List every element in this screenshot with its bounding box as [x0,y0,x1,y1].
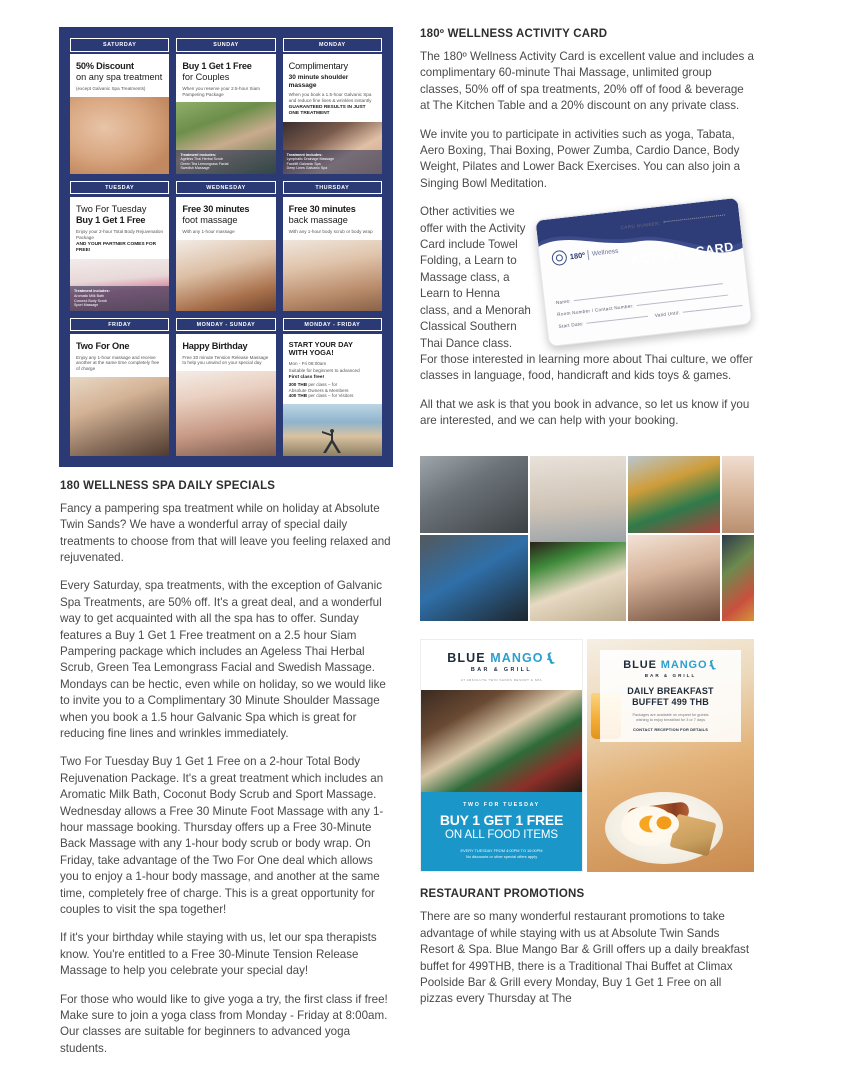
card-price-visitors: 400 THB [288,393,308,399]
card-text [176,197,275,240]
foot-massage-photo [176,240,275,311]
yoga-pose-silhouette [318,426,346,456]
spa-card-sunday [176,38,275,174]
overlay-item: Deep Lines Galvanic Spa [286,166,328,171]
logo-divider [587,250,589,260]
card-text [176,54,275,102]
blue-mango-logo [421,651,582,665]
field-label: Room Number / Contact Number: [556,303,635,318]
flower-bath-photo [70,259,169,311]
activity-paragraph-1: The 180º Wellness Activity Card is excellent value and includes a complimentary 60-minute Thai Massage, unlimited group classes, 50% off of spa treatments, 20% off of food & beverage at The Kitchen Table and a 20% discount on any private class. [420,50,754,113]
spa-card-happy-birthday [176,318,275,456]
activity-paragraph-3: Other activities we offer with the Activity Card include Towel Folding, a Learn to Massage class, a Learn to Henna class, and a Menorah Classical Southern Thai Dance class. For those interested in learning more about Thai culture, we offer classes in language, food, handicraft and kids toys & games. [420,205,753,383]
card-schedule: Mon - Fri 08:00am [288,360,327,366]
thai-classical-dance-photo [628,456,720,533]
activity-card-title: ACTIVITY CARD [629,240,735,268]
yoga-downward-dog-photo [530,456,626,621]
card-fineprint: When you reserve your 2.5-hour Siam Pampering Package [182,86,260,97]
overlay-item: Swedish Massage [180,166,210,171]
card-text [70,54,169,97]
card-headline: Complimentary [288,61,348,71]
card-text [176,334,275,371]
card-subheadline: foot massage [182,214,238,225]
logo-mango-word: MANGO [660,658,708,671]
spa-card-yoga [283,318,382,456]
activity-card-figure [541,208,754,336]
field-label: Name: [555,298,572,306]
card-fineprint: When you book a 1.5-hour Galvanic Spa and reduce fine lines & wrinkles instantly [288,92,372,103]
card-day-label: MONDAY - SUNDAY [176,318,275,332]
birthday-celebration-photo [176,371,275,456]
card-body [70,197,169,311]
logo-wellness: Wellness [591,247,619,258]
card-day-label: THURSDAY [283,181,382,195]
card-day-label: SUNDAY [176,38,275,52]
overlay-heading: Treatment includes: [286,152,323,157]
card-number-label: CARD NUMBER: [620,214,725,231]
blue-mango-promotions [420,639,754,873]
spa-paragraph-2: Every Saturday, spa treatments, with the exception of Galvanic Spa Treatments, are 50% off. It's a great deal, and a wonderful way to get acquainted with all the spa has to offer. Sunday features a Buy 1 Get 1 Free treatment on a 2.5 hour Siam Pampering package which includes an Ageless Thai Herbal Scrub, Green Tea Lemongrass Facial and Swedish Massage. Mondays can be hectic, even while on holiday, so we would like to invite you to a Complimentary 30 Minute Shoulder Massage when you book a 1.5 hour Galvanic Spa which is great for reducing fine lines and wrinkles immediately. [60,579,386,740]
field-line [683,305,743,313]
yoga-beach-photo [283,404,382,456]
card-headline: Buy 1 Get 1 Free [182,61,252,71]
treatment-includes-overlay [176,150,275,174]
spa-card-wednesday [176,181,275,311]
field-line [587,316,649,324]
card-fineprint: With any 1-hour body scrub or body wrap [288,228,373,234]
field-label: Valid Until: [654,310,681,319]
right-column [420,28,754,1020]
restaurant-paragraph: There are so many wonderful restaurant promotions to take advantage of while staying with us at Absolute Twin Sands Resort & Spa. Blue Mango Bar & Grill offers up a daily breakfast buffet for 499THB, there is a Traditional Thai Buffet at Climax Poolside Bar & Grill every Monday, Buy 1 Get 1 Free on all pizzas every Thursday at The [420,910,750,1006]
card-headline: Free 30 minutes [182,203,250,214]
blue-mango-two-for-tuesday-poster [420,639,583,873]
spa-card-friday [70,318,169,456]
card-subheadline: 30 minute shoulder massage [288,74,349,89]
field-line [637,295,729,306]
banner-headline: BUY 1 GET 1 FREE [439,811,564,828]
spa-paragraph-5: For those who would like to give yoga a try, the first class if free! Make sure to join a yoga class from Monday - Friday at 8:00am. Our classes are suitable for beginners to advanced yoga students. [60,992,388,1055]
breakfast-title-line-2: BUFFET 499 THB [632,696,709,707]
breakfast-offer-overlay [600,650,741,742]
banner-kicker: TWO FOR TUESDAY [463,801,540,808]
card-subheadline: on any spa treatment [76,72,163,82]
spa-paragraph-4: If it's your birthday while staying with us, let our spa therapists know. You're entitled to a Free 30-Minute Tension Release Massage to help you celebrate your special day! [60,931,377,978]
card-day-label: SATURDAY [70,38,169,52]
massage-photo [70,97,169,174]
card-body [176,54,275,174]
card-headline: Two For One [76,340,130,351]
card-guarantee: GUARANTEED RESULTS IN JUST ONE TREATMENT [288,105,366,117]
banner-subheadline: ON ALL FOOD ITEMS [445,828,558,841]
mango-leaf-icon: ❴ [706,658,720,672]
two-column-layout [60,28,794,1069]
blue-mango-breakfast-poster [587,639,754,873]
card-body [283,334,382,456]
card-day-label: FRIDAY [70,318,169,332]
card-headline: Two For Tuesday [76,203,147,214]
breakfast-cta: CONTACT RECEPTION FOR DETAILS [632,726,709,732]
logo-blue-word: BLUE [623,658,657,671]
card-day-label: MONDAY [283,38,382,52]
spa-card-monday [283,38,382,174]
overlay-item: Green Tea Lemongrass Facial [180,161,229,166]
card-text [283,197,382,240]
card-headline: Happy Birthday [182,340,248,351]
spa-paragraph-1: Fancy a pampering spa treatment while on holiday at Absolute Twin Sands? We have a wonderful array of special daily treatments to choose from that will leave you feeling relaxed and rejuvenated. [60,501,391,564]
massage-hands-photo [722,456,754,533]
banner-fineprint-1: EVERY TUESDAY FROM 4:00PM TO 10:00PM [460,847,543,853]
card-body [176,197,275,311]
card-day-label: WEDNESDAY [176,181,275,195]
activity-photo-mosaic [420,456,754,621]
card-fineprint: Enjoy any 1-hour massage and receive another at the same time completely free of charge [76,354,160,371]
overlay-heading: Treatment includes: [74,289,110,294]
poster-card-grid [70,38,382,456]
overlay-item: Aromatic Milk Bath [74,293,104,298]
left-column [60,28,392,1069]
treatment-includes-overlay [70,286,169,310]
card-body [70,334,169,456]
card-price-owners: 300 THB [288,381,308,387]
card-text [70,334,169,377]
mango-leaf-icon: ❴ [542,649,558,666]
card-text [283,54,382,122]
breakfast-fineprint-2: wishing to enjoy breakfast for 3 or 7 days [635,717,705,722]
blue-mango-logo [608,659,733,671]
card-fineprint: Free 30 minute Tension Release Massage to help you unwind on your special day [182,354,269,366]
card-day-label: TUESDAY [70,181,169,195]
page-title-activity-card: 180º WELLNESS ACTIVITY CARD [420,28,608,40]
card-suitability: Suitable for beginners to advanced [288,367,360,373]
page-title-spa-specials: 180 WELLNESS SPA DAILY SPECIALS [60,479,276,492]
card-text [70,197,169,259]
activity-paragraph-2: We invite you to participate in activities such as yoga, Tabata, Aero Boxing, Thai Boxing, Power Zumba, Cardio Dance, Body Weight, Pilates and Lower Back Exercises. You can also join a Singing Bowl Meditation. [420,127,741,190]
healthy-food-bowls-photo [722,535,754,621]
blue-mango-location: AT ABSOLUTE TWIN SANDS RESORT & SPA [460,677,543,682]
card-body [176,334,275,456]
card-headline: Free 30 minutes [288,203,356,214]
meditation-photo [530,542,626,620]
aero-boxing-photo [420,535,528,621]
logo-mango-word: MANGO [490,650,544,665]
card-price-visitors-rest: per class – for Visitors [307,393,354,399]
card-text [283,334,382,404]
overlay-heading: Treatment includes: [180,152,217,157]
page-title-restaurant-promotions: RESTAURANT PROMOTIONS [420,888,585,901]
facial-treatment-photo [176,102,275,174]
card-price-owners-line2: Absolute Owners & Members [288,387,349,393]
card-form-fields [556,280,740,336]
breakfast-fineprint-1: Packages are available on request for guests [632,712,709,717]
shoulder-massage-photo [283,122,382,174]
card-headline: START YOUR DAY [288,339,353,349]
card-partner-note: AND YOUR PARTNER COMES FOR FREE! [76,242,157,253]
overlay-item: Sport Massage [74,303,99,308]
logo-blue-word: BLUE [447,650,486,665]
spa-card-thursday [283,181,382,311]
breakfast-title-line-1: DAILY BREAKFAST [627,685,714,696]
banner-fineprint-2: No discounts or other special offers apply [465,853,538,859]
spa-daily-specials-poster [60,28,392,466]
logo-180: 180º [569,250,586,262]
overlay-item: Coconut Body Scrub [74,298,107,303]
card-price-owners-rest: per class – for [307,381,338,387]
group-fitness-class-photo [420,456,528,533]
couple-massage-photo [70,377,169,456]
two-for-tuesday-banner [421,792,582,872]
card-body [283,54,382,174]
card-fineprint: (except Galvanic Spa Treatments) [76,86,146,91]
card-subheadline: Buy 1 Get 1 Free [76,214,146,225]
blue-mango-tagline: BAR & GRILL [644,672,697,678]
spiral-logo-icon [551,250,568,267]
card-subheadline: for Couples [182,72,230,82]
spa-paragraph-3: Two For Tuesday Buy 1 Get 1 Free on a 2-hour Total Body Rejuvenation Package. It's a great treatment which includes an Aromatic Milk Bath, Coconut Body Scrub and Sport Massage. Wednesday allows a Free 30 Minute Foot Massage with any 1-hour massage booking. Thursday offers up a Free 30-Minute Back Massage with any 1-hour body scrub or body wrap. On Friday, take advantage of the Two For One deal which allows you to enjoy a 1-hour body massage, and another at the same time, completely free of charge. This is a great opportunity for couples to visit the spa together! [60,755,384,917]
card-field-dates [558,304,738,329]
back-massage-photo [283,240,382,311]
card-subheadline: back massage [288,214,348,225]
wellness-activity-card-image [534,197,752,347]
dining-table-photo [421,690,582,792]
card-headline: 50% Discount [76,61,134,71]
card-fineprint: Enjoy your 2-hour Total Body Rejuvenation Package [76,228,163,240]
blue-mango-tagline: BAR & GRILL [470,666,533,673]
field-label: Start Date: [558,321,585,330]
card-fineprint: With any 1-hour massage [182,228,235,234]
overlay-item: Facelift Galvanic Spa [286,161,321,166]
treatment-includes-overlay [283,150,382,174]
spa-card-saturday [70,38,169,174]
card-first-class-free: First class free! [288,375,325,381]
overlay-item: Lymphatic Drainage Massage [286,157,335,162]
blue-mango-logo-block [421,640,582,690]
card-body [70,54,169,174]
henna-painting-photo [628,535,720,621]
card-day-label: MONDAY - FRIDAY [283,318,382,332]
card-body [283,197,382,311]
overlay-item: Ageless Thai Herbal Scrub [180,157,224,162]
card-subheadline: WITH YOGA! [288,348,334,358]
spa-card-tuesday [70,181,169,311]
activity-paragraph-4: All that we ask is that you book in advance, so let us know if you are interested, and we can help with your booking. [420,397,750,428]
